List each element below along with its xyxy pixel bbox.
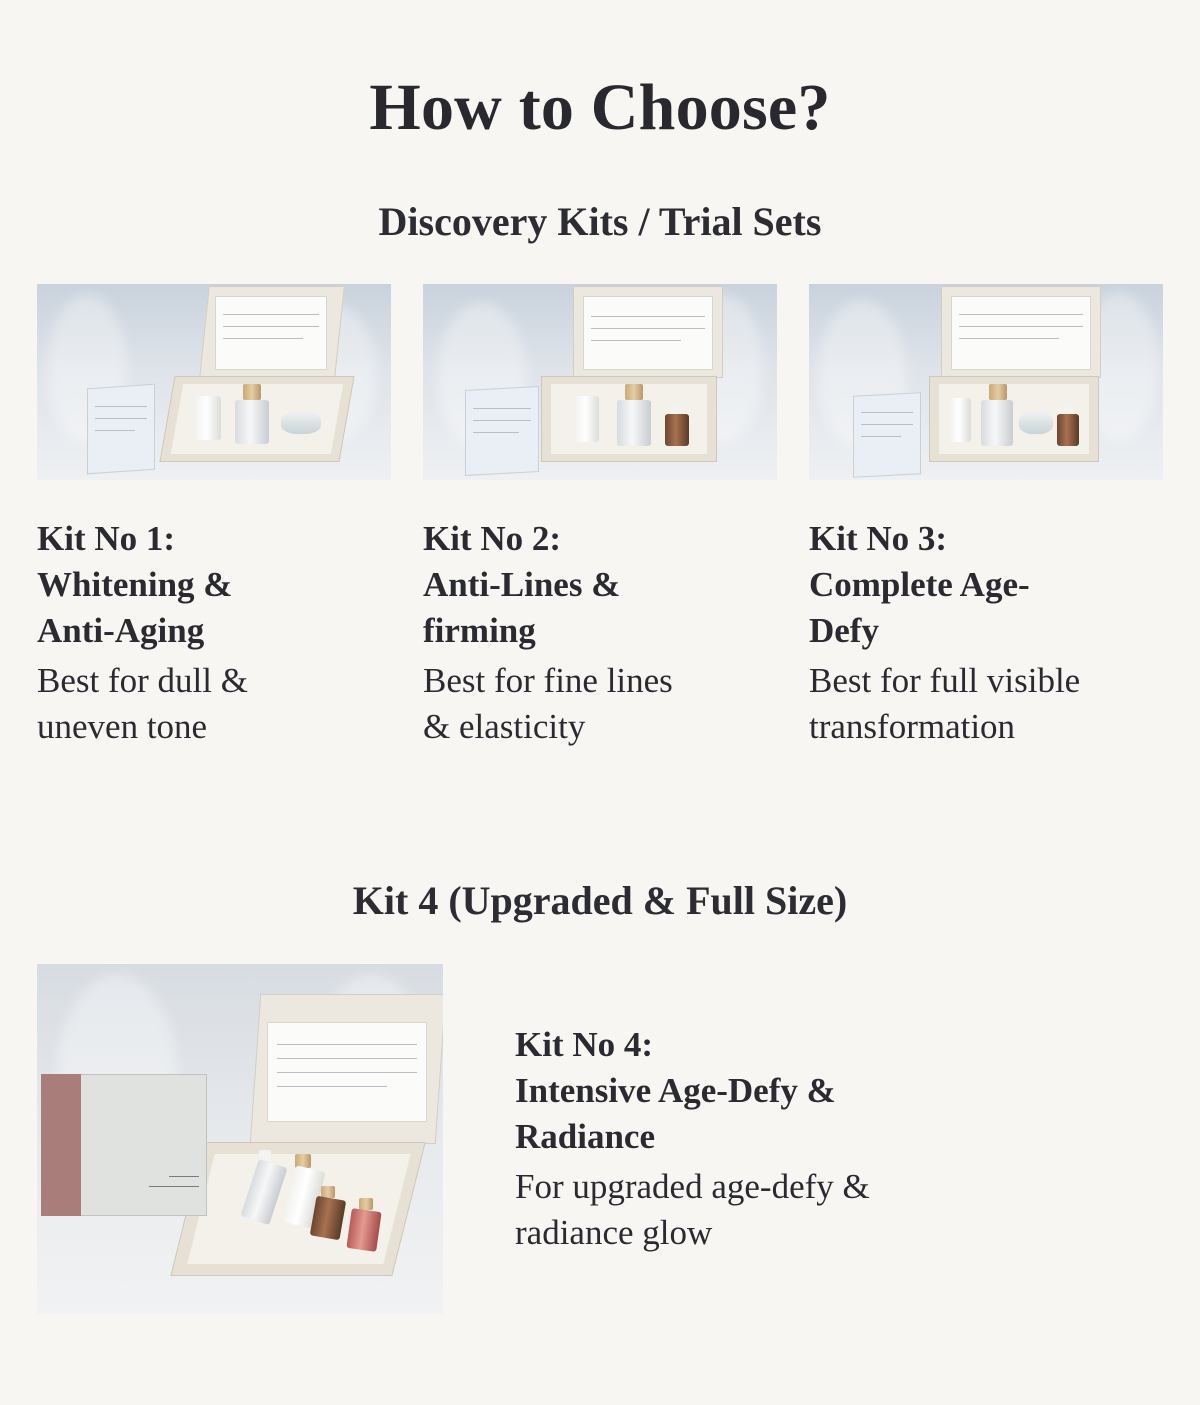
kit-2-name: Kit No 2: Anti-Lines & firming	[423, 519, 621, 650]
discovery-kits-heading: Discovery Kits / Trial Sets	[378, 199, 822, 244]
kit-card-1	[37, 284, 391, 750]
kit-2-photo	[423, 284, 777, 480]
kit-card-3	[809, 284, 1163, 750]
page-title: How to Choose?	[369, 71, 831, 144]
kit-4-photo	[37, 964, 443, 1314]
kit-1-description: Best for dull & uneven tone	[37, 661, 248, 746]
kit-4-name: Kit No 4: Intensive Age-Defy & Radiance	[515, 1025, 836, 1156]
kit-1-name: Kit No 1: Whitening & Anti-Aging	[37, 519, 233, 650]
kit-3-name: Kit No 3: Complete Age- Defy	[809, 519, 1030, 650]
kit-3-photo	[809, 284, 1163, 480]
kit-4-heading: Kit 4 (Upgraded & Full Size)	[352, 878, 848, 923]
kit-4-description: For upgraded age-defy & radiance glow	[515, 1167, 870, 1252]
kit-4-text	[515, 1022, 1135, 1256]
kit-3-description: Best for full visible transformation	[809, 661, 1081, 746]
kit-2-description: Best for fine lines & elasticity	[423, 661, 673, 746]
kit-1-photo	[37, 284, 391, 480]
kit-card-2	[423, 284, 777, 750]
